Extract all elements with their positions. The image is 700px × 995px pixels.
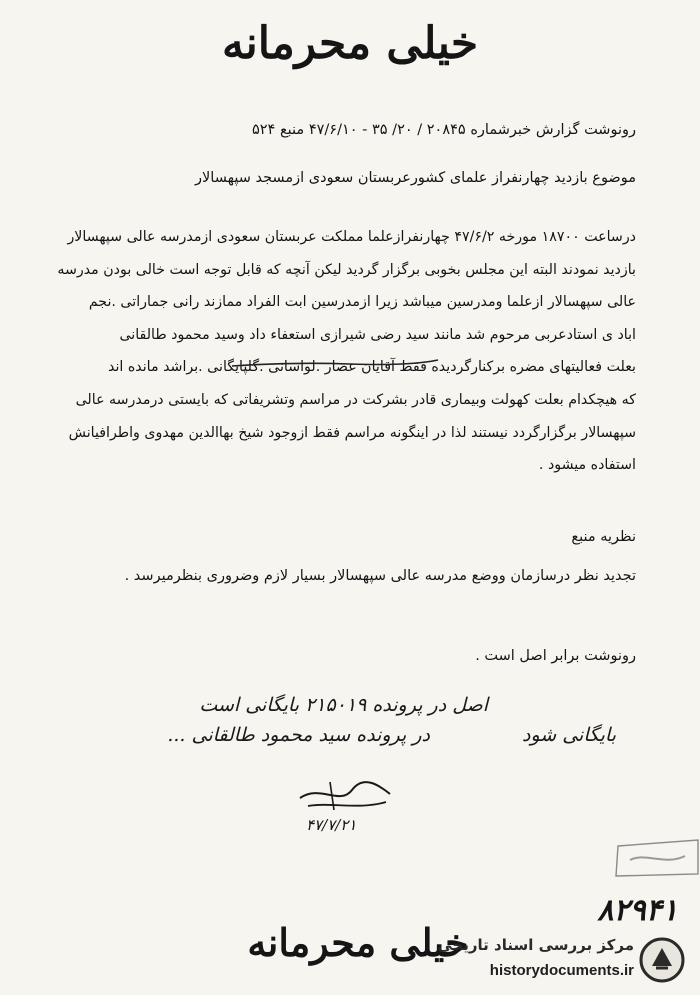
classification-footer: خیلی محرمانه [247,920,469,965]
body-line: اباد ی استادعربی مرحوم شد مانند سید رضی شیرازی استعفاء داد وسید محمود طالقانی [119,326,636,343]
report-subject: موضوع بازدید چهارنفراز علمای کشورعربستان سعودی ازمسجد سپهسالار [195,170,636,186]
report-reference: رونوشت گزارش خبرشماره ۲۰۸۴۵ / ۲۰/ ۳۵ - ۴۷/۶/۱۰ منبع ۵۲۴ [251,122,636,138]
faded-stamp [610,838,700,878]
source-opinion-text: تجدید نظر درسازمان ووضع مدرسه عالی سپهسالار بسیار لازم وضروری بنظرمیرسد . [124,568,636,584]
watermark-text: مرکز بررسی اسناد تاریخی [437,936,634,954]
body-line: که هیچکدام بعلت کهولت وبیماری قادر بشرکت در مراسم وتشریفاتی که بایستی درمدرسه عالی [75,391,636,408]
archive-watermark [430,932,690,990]
handwritten-note-file: در پرونده سید محمود طالقانی ... [167,724,430,746]
body-line: سپهسالار برگزارگردد نیستند لذا در اینگونه مراسم فقط ازوجود شیخ بهاالدین مهدوی واطرافیانش [68,424,636,441]
source-opinion-label: نظریه منبع [571,529,636,545]
body-line: بازدید نمودند البته این مجلس بخوبی برگزار گردید لیکن آنچه که قابل توجه است خالی بودن مدرسه [57,261,636,278]
watermark-url: historydocuments.ir [489,962,634,979]
handwritten-underline [230,352,440,372]
handwritten-note-archive-order: بایگانی شود [521,724,616,746]
body-line: درساعت ۱۸۷۰۰ مورخه ۴۷/۶/۲ چهارنفرازعلما مملکت عربستان سعودی ازمدرسه عالی سپهسالار [67,229,636,245]
document-number: ۸۲۹۴۱ [597,893,678,928]
copy-certification: رونوشت برابر اصل است . [475,648,636,664]
handwritten-note-archive: اصل در پرونده ۲۱۵۰۱۹ بایگانی است [199,694,488,716]
classification-header: خیلی محرمانه [221,18,479,69]
body-line: بعلت فعالیتهای مضره برکنارگردیده فقط آقایان عصار .لواسانی .گلپایگانی .براشد مانده اند [108,359,636,376]
body-line: استفاده میشود . [538,457,636,474]
body-line: عالی سپهسالار ازعلما ومدرسین میباشد زیرا ازمدرسین ابت الفراد ممازند رانی جماراتی .نجم [88,294,636,311]
archive-logo-icon [638,936,686,984]
signature-date: ۴۷/۷/۲۱ [306,816,357,834]
signature-mark [290,776,400,846]
